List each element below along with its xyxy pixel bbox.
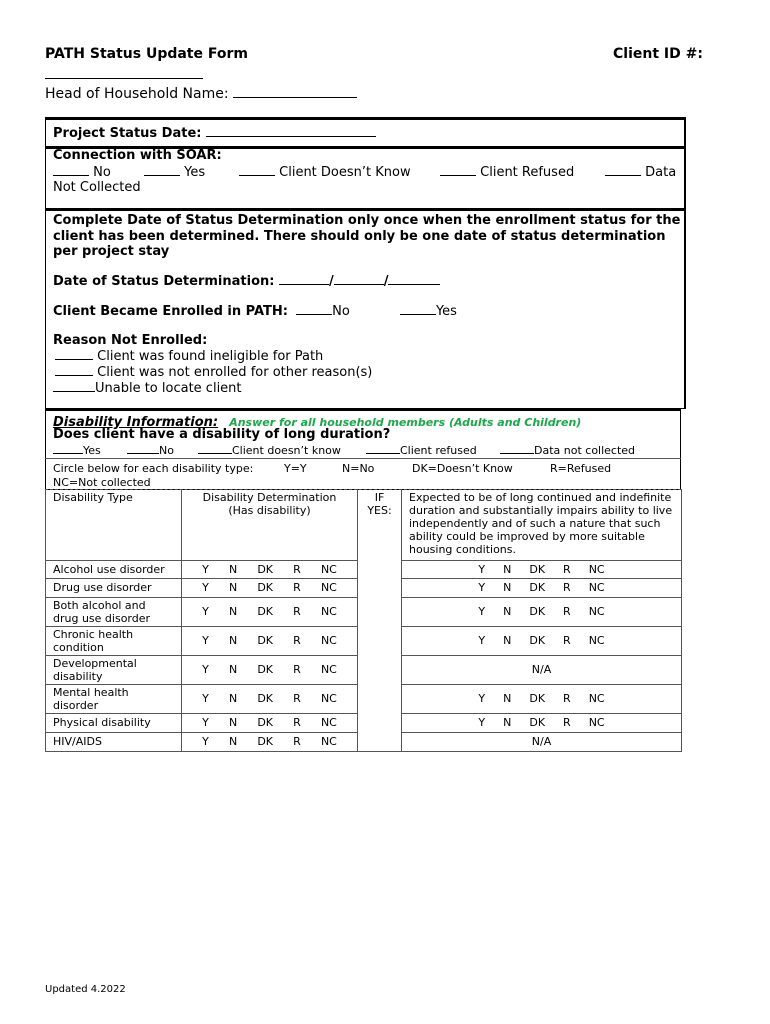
client-id-label: Client ID #: — [613, 46, 703, 62]
status-instruction: Complete Date of Status Determination only once when the enrollment status for the client has been determined. There should only be one date of status determination per project stay — [53, 213, 681, 259]
code-option[interactable]: R — [293, 716, 301, 729]
legend-y: Y=Y — [284, 462, 307, 475]
code-option[interactable]: Y — [478, 605, 486, 618]
soar-option-no[interactable]: No — [53, 164, 111, 180]
code-option[interactable]: NC — [320, 735, 337, 748]
code-option[interactable]: DK — [529, 581, 546, 594]
determination-codes[interactable] — [182, 626, 358, 655]
code-option[interactable]: DK — [257, 562, 273, 576]
code-option[interactable]: DK — [257, 581, 273, 594]
code-option[interactable]: N — [503, 692, 512, 705]
circle-instruction: Circle below for each disability type: — [53, 462, 254, 475]
expected-codes[interactable] — [402, 597, 682, 626]
date-month-field[interactable] — [279, 273, 329, 285]
code-option[interactable]: N — [228, 735, 238, 748]
code-option[interactable]: DK — [529, 634, 546, 647]
legend-row — [53, 462, 679, 475]
table-header-row — [46, 489, 682, 560]
determination-codes[interactable] — [182, 684, 358, 713]
code-option[interactable]: R — [293, 562, 301, 576]
code-option[interactable]: NC — [320, 634, 337, 647]
code-option[interactable]: Y — [202, 663, 209, 676]
code-option[interactable]: N — [228, 562, 238, 576]
code-option[interactable]: R — [563, 634, 571, 647]
code-option[interactable]: Y — [202, 605, 209, 618]
disability-table — [45, 489, 682, 752]
code-option[interactable]: DK — [529, 562, 546, 576]
soar-option-data[interactable]: Data — [605, 164, 676, 180]
code-option[interactable]: R — [293, 605, 301, 618]
code-option[interactable]: N — [228, 581, 238, 594]
code-option[interactable]: R — [563, 562, 571, 576]
code-option[interactable]: R — [563, 605, 571, 618]
determination-codes[interactable] — [182, 713, 358, 732]
disability-type: HIV/AIDS — [46, 732, 182, 751]
code-option[interactable]: NC — [320, 581, 337, 594]
disability-type: Chronic health condition — [46, 626, 182, 655]
code-option[interactable]: Y — [202, 562, 209, 576]
code-option[interactable]: DK — [257, 634, 273, 647]
answer-client-doesnt-know[interactable]: Client doesn’t know — [198, 442, 341, 457]
code-option[interactable]: Y — [478, 562, 486, 576]
client-id-field[interactable] — [45, 64, 203, 83]
col-type-header: Disability Type — [46, 489, 182, 560]
col-determination-header: Disability Determination (Has disability) — [182, 489, 358, 560]
code-option[interactable]: Y — [202, 716, 209, 729]
expected-na: N/A — [402, 655, 682, 684]
disability-type: Physical disability — [46, 713, 182, 732]
code-option[interactable]: N — [228, 692, 238, 705]
col-expected-header: Expected to be of long continued and indefinite duration and substantially impairs ability to live independently and of such a nature that such ability could be improved by more suitable housing conditions. — [402, 489, 682, 560]
code-option[interactable]: DK — [257, 735, 273, 748]
code-option[interactable]: NC — [320, 692, 337, 705]
divider — [45, 458, 681, 459]
code-option[interactable]: R — [563, 581, 571, 594]
code-option[interactable]: N — [228, 716, 238, 729]
code-option[interactable]: DK — [529, 605, 546, 618]
soar-option-client-doesnt-know[interactable]: Client Doesn’t Know — [239, 164, 411, 180]
reason-item[interactable]: Client was found ineligible for Path — [55, 348, 372, 364]
disability-type: Developmental disability — [46, 655, 182, 684]
code-option[interactable]: DK — [257, 716, 273, 729]
disability-note: Answer for all household members (Adults and Children) — [229, 416, 582, 429]
soar-label: Connection with SOAR: — [53, 148, 222, 163]
determination-codes[interactable] — [182, 560, 358, 578]
code-option[interactable]: N — [503, 562, 512, 576]
expected-codes[interactable] — [402, 578, 682, 597]
date-day-field[interactable] — [334, 273, 384, 285]
code-option[interactable]: DK — [529, 716, 546, 729]
legend-nc: NC=Not collected — [53, 476, 151, 489]
disability-type: Both alcohol and drug use disorder — [46, 597, 182, 626]
soar-not-collected: Not Collected — [53, 180, 141, 195]
code-option[interactable]: NC — [588, 562, 605, 576]
date-determination-label: Date of Status Determination: — [53, 274, 275, 289]
code-option[interactable]: R — [293, 581, 301, 594]
expected-codes[interactable] — [402, 713, 682, 732]
disability-type: Mental health disorder — [46, 684, 182, 713]
enrolled-no-field[interactable] — [296, 303, 332, 315]
answer-data-not-collected[interactable]: Data not collected — [500, 442, 635, 457]
answer-yes[interactable]: Yes — [53, 442, 101, 457]
code-option[interactable]: Y — [478, 692, 486, 705]
code-option[interactable]: NC — [588, 692, 605, 705]
col-if-yes-header: IF YES: — [358, 489, 402, 751]
code-option[interactable]: R — [293, 663, 301, 676]
code-option[interactable]: Y — [202, 581, 209, 594]
head-of-household-field[interactable] — [233, 86, 357, 98]
code-option[interactable]: Y — [478, 634, 486, 647]
reason-label: Reason Not Enrolled: — [53, 333, 208, 348]
soar-option-yes[interactable]: Yes — [144, 164, 205, 180]
answer-client-refused[interactable]: Client refused — [366, 442, 477, 457]
determination-codes[interactable] — [182, 578, 358, 597]
enrolled-row — [53, 303, 457, 319]
determination-codes[interactable] — [182, 597, 358, 626]
code-option[interactable]: N — [503, 634, 512, 647]
code-option[interactable]: R — [293, 735, 301, 748]
legend-n: N=No — [342, 462, 375, 475]
legend-r: R=Refused — [550, 462, 612, 475]
code-option[interactable]: Y — [202, 735, 209, 748]
date-determination-row: Date of Status Determination: / / — [53, 273, 440, 289]
code-option[interactable]: NC — [588, 634, 605, 647]
disability-heading: Disability Information: — [53, 415, 219, 430]
code-option[interactable]: NC — [588, 581, 605, 594]
disability-type: Alcohol use disorder — [46, 560, 182, 578]
expected-codes[interactable] — [402, 626, 682, 655]
determination-codes[interactable] — [182, 732, 358, 751]
project-status-date-field[interactable] — [206, 125, 376, 137]
head-of-household-row — [45, 86, 357, 102]
code-option[interactable]: N — [228, 663, 238, 676]
form-title: PATH Status Update Form — [45, 46, 248, 62]
code-option[interactable]: Y — [478, 716, 486, 729]
code-option[interactable]: Y — [478, 581, 486, 594]
code-option[interactable]: N — [228, 605, 238, 618]
updated-date: Updated 4.2022 — [45, 984, 126, 995]
head-of-household-label: Head of Household Name: — [45, 86, 229, 102]
enrolled-label: Client Became Enrolled in PATH: — [53, 304, 288, 319]
enrolled-no: No — [332, 304, 350, 319]
code-option[interactable]: NC — [320, 605, 337, 618]
reason-item[interactable]: Unable to locate client — [53, 380, 372, 396]
code-option[interactable]: DK — [257, 692, 273, 705]
date-year-field[interactable] — [388, 273, 440, 285]
code-option[interactable]: Y — [202, 692, 209, 705]
project-status-label: Project Status Date: — [53, 126, 202, 141]
code-option[interactable]: NC — [320, 663, 337, 676]
code-option[interactable]: N — [503, 581, 512, 594]
code-option[interactable]: NC — [320, 562, 337, 576]
code-option[interactable]: N — [503, 716, 512, 729]
expected-na: N/A — [402, 732, 682, 751]
code-option[interactable]: NC — [588, 716, 605, 729]
disability-question: Does client have a disability of long duration? — [53, 427, 391, 442]
code-option[interactable]: N — [228, 634, 238, 647]
enrolled-yes-field[interactable] — [400, 303, 436, 315]
code-option[interactable]: DK — [257, 663, 273, 676]
answer-no[interactable]: No — [127, 442, 174, 457]
code-option[interactable]: Y — [202, 634, 209, 647]
soar-option-client-refused[interactable]: Client Refused — [440, 164, 574, 180]
legend-dk: DK=Doesn’t Know — [412, 462, 513, 475]
enrolled-yes: Yes — [435, 304, 457, 319]
expected-codes[interactable] — [402, 560, 682, 578]
code-option[interactable]: R — [293, 634, 301, 647]
expected-codes[interactable] — [402, 684, 682, 713]
code-option[interactable]: R — [563, 692, 571, 705]
reason-list — [55, 348, 372, 396]
code-option[interactable]: N — [503, 605, 512, 618]
project-status-row — [53, 125, 376, 141]
disability-type: Drug use disorder — [46, 578, 182, 597]
code-option[interactable]: NC — [320, 716, 337, 729]
reason-item[interactable]: Client was not enrolled for other reason(s) — [55, 364, 372, 380]
code-option[interactable]: R — [563, 716, 571, 729]
code-option[interactable]: DK — [257, 605, 273, 618]
code-option[interactable]: NC — [588, 605, 605, 618]
determination-codes[interactable] — [182, 655, 358, 684]
code-option[interactable]: R — [293, 692, 301, 705]
code-option[interactable]: DK — [529, 692, 546, 705]
